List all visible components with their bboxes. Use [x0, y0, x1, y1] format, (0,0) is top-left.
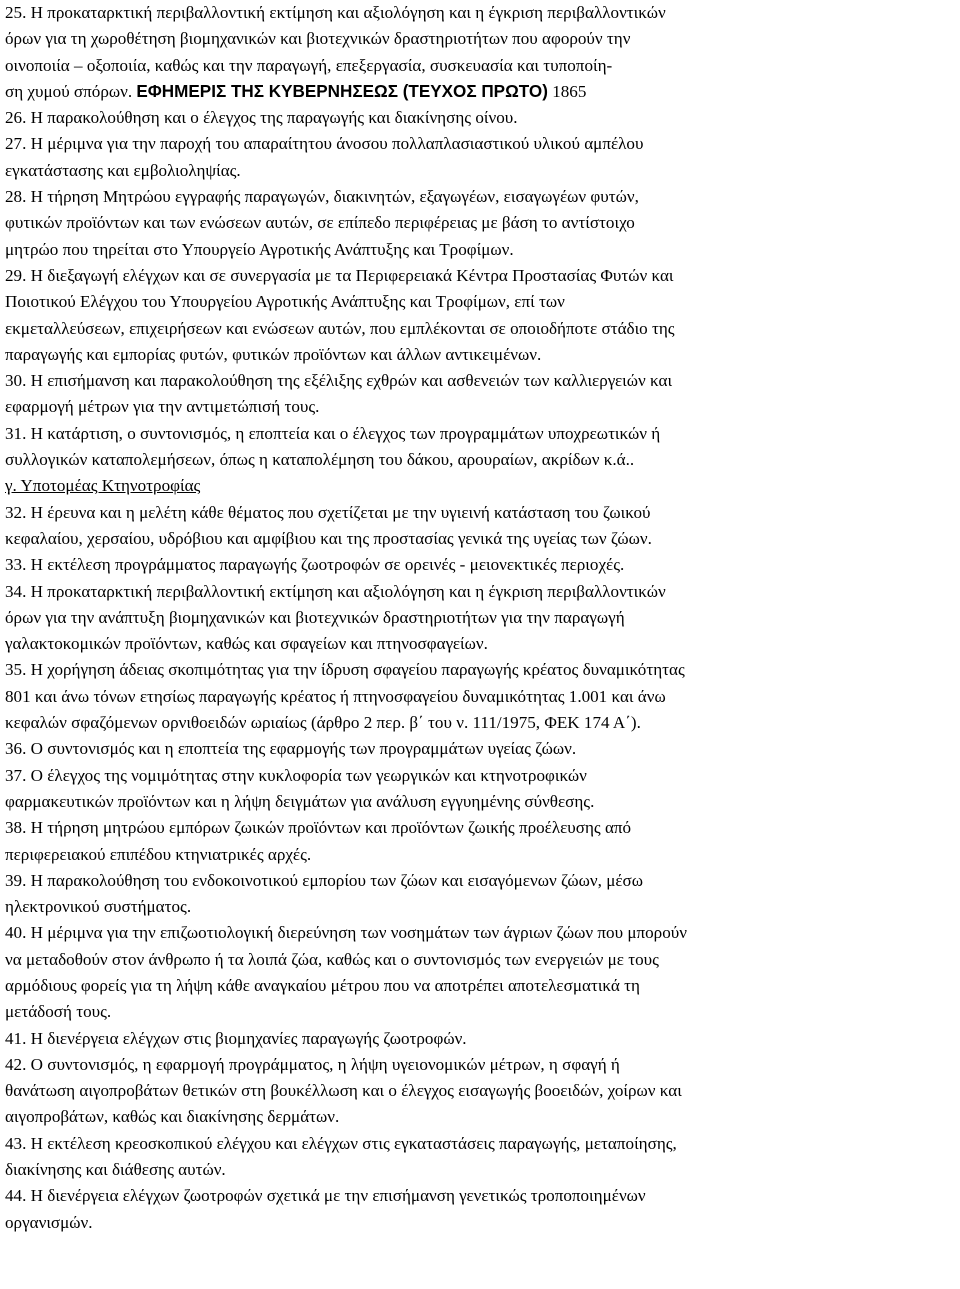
item-31 — [5, 421, 955, 474]
text-line: αρμόδιους φορείς για τη λήψη κάθε αναγκαίου μέτρου που να αποτρέπει αποτελεσματικά τη — [5, 975, 640, 995]
text-fragment: ση χυμού σπόρων. — [5, 81, 137, 101]
text-line: φαρμακευτικών προϊόντων και η λήψη δειγμάτων για ανάλυση εγγυημένης σύνθεσης. — [5, 791, 595, 811]
text-line: 31. Η κατάρτιση, ο συντονισμός, η εποπτεία και ο έλεγχος των προγραμμάτων υποχρεωτικών ή — [5, 423, 661, 443]
item-42 — [5, 1052, 955, 1131]
item-37 — [5, 763, 955, 816]
text-line: 38. Η τήρηση μητρώου εμπόρων ζωικών προϊόντων και προϊόντων ζωικής προέλευσης από — [5, 818, 632, 838]
text-line: γαλακτοκομικών προϊόντων, καθώς και σφαγείων και πτηνοσφαγείων. — [5, 634, 488, 654]
item-32 — [5, 500, 955, 553]
item-43 — [5, 1131, 955, 1184]
text-line: 25. Η προκαταρκτική περιβαλλοντική εκτίμηση και αξιολόγηση και η έγκριση περιβαλλοντικών — [5, 3, 666, 22]
text-line: 32. Η έρευνα και η μελέτη κάθε θέματος που σχετίζεται με την υγιεινή κατάσταση του ζωικού — [5, 502, 651, 522]
text-line: 44. Η διενέργεια ελέγχων ζωοτροφών σχετικά με την επισήμανση γενετικώς τροποποιημένων — [5, 1186, 646, 1206]
text-line: θανάτωση αιγοπροβάτων θετικών στη βουκέλλωση και ο έλεγχος εισαγωγής βοοειδών, χοίρων και — [5, 1081, 682, 1101]
item-41 — [5, 1026, 955, 1052]
text-line: αιγοπροβάτων, καθώς και διακίνησης δερμάτων. — [5, 1107, 340, 1127]
section-heading — [5, 473, 955, 499]
item-39 — [5, 868, 955, 921]
section-heading-text: γ. Υποτομέας Κτηνοτροφίας — [5, 476, 201, 496]
item-28 — [5, 184, 955, 263]
text-line: οινοποιία – οξοποιία, καθώς και την παραγωγή, επεξεργασία, συσκευασία και τυποποίη- — [5, 55, 613, 75]
item-29 — [5, 263, 955, 368]
item-30 — [5, 368, 955, 421]
text-line: 29. Η διεξαγωγή ελέγχων και σε συνεργασία με τα Περιφερειακά Κέντρα Προστασίας Φυτών και — [5, 265, 674, 285]
text-line: μετάδοσή τους. — [5, 1002, 112, 1022]
item-38 — [5, 815, 955, 868]
text-line: συλλογικών καταπολεμήσεων, όπως η καταπολέμηση του δάκου, αρουραίων, ακρίδων κ.ά.. — [5, 450, 635, 470]
item-40 — [5, 920, 955, 1025]
text-line: Ποιοτικού Ελέγχου του Υπουργείου Αγροτικής Ανάπτυξης και Τροφίμων, επί των — [5, 292, 565, 312]
text-line: 36. Ο συντονισμός και η εποπτεία της εφαρμογής των προγραμμάτων υγείας ζώων. — [5, 739, 577, 759]
document-page — [5, 0, 955, 1236]
item-25 — [5, 0, 955, 105]
text-line: 40. Η μέριμνα για την επιζωοτιολογική διερεύνηση των νοσημάτων των άγριων ζώων που μπορούν — [5, 923, 687, 943]
text-line: 26. Η παρακολούθηση και ο έλεγχος της παραγωγής και διακίνησης οίνου. — [5, 108, 518, 128]
text-line: κεφαλών σφαζόμενων ορνιθοειδών ωριαίως (άρθρο 2 περ. β΄ του ν. 111/1975, ΦΕΚ 174 Α΄). — [5, 713, 641, 733]
text-line: 41. Η διενέργεια ελέγχων στις βιομηχανίες παραγωγής ζωοτροφών. — [5, 1028, 467, 1048]
text-line: όρων για τη χωροθέτηση βιομηχανικών και βιοτεχνικών δραστηριοτήτων που αφορούν την — [5, 29, 631, 49]
text-line: κεφαλαίου, χερσαίου, υδρόβιου και αμφίβιου και της προστασίας γενικά της υγείας των ζώων. — [5, 528, 652, 548]
item-33 — [5, 552, 955, 578]
text-line: εφαρμογή μέτρων για την αντιμετώπισή τους. — [5, 397, 320, 417]
gazette-running-header: ΕΦΗΜΕΡΙΣ ΤΗΣ ΚΥΒΕΡΝΗΣΕΩΣ (ΤΕΥΧΟΣ ΠΡΩΤΟ) — [136, 81, 548, 101]
text-line: 33. Η εκτέλεση προγράμματος παραγωγής ζωοτροφών σε ορεινές - μειονεκτικές περιοχές. — [5, 555, 625, 575]
text-line: φυτικών προϊόντων και των ενώσεων αυτών, σε επίπεδο περιφέρειας με βάση το αντίστοιχο — [5, 213, 635, 233]
text-line: διακίνησης και διάθεσης αυτών. — [5, 1160, 226, 1180]
text-line: 37. Ο έλεγχος της νομιμότητας στην κυκλοφορία των γεωργικών και κτηνοτροφικών — [5, 765, 587, 785]
text-line: όρων για την ανάπτυξη βιομηχανικών και βιοτεχνικών δραστηριοτήτων για την παραγωγή — [5, 607, 625, 627]
item-26 — [5, 105, 955, 131]
item-34 — [5, 579, 955, 658]
text-line: ηλεκτρονικού συστήματος. — [5, 897, 192, 917]
text-line: 39. Η παρακολούθηση του ενδοκοινοτικού εμπορίου των ζώων και εισαγόμενων ζώων, μέσω — [5, 870, 644, 890]
text-line: να μεταδοθούν στον άνθρωπο ή τα λοιπά ζώα, καθώς και ο συντονισμός των ενεργειών με τους — [5, 949, 659, 969]
text-line: περιφερειακού επιπέδου κτηνιατρικές αρχές. — [5, 844, 312, 864]
text-line: 27. Η μέριμνα για την παροχή του απαραίτητου άνοσου πολλαπλασιαστικού υλικού αμπέλου — [5, 134, 644, 154]
text-line-with-header — [5, 79, 955, 105]
item-35 — [5, 657, 955, 736]
text-line: 34. Η προκαταρκτική περιβαλλοντική εκτίμηση και αξιολόγηση και η έγκριση περιβαλλοντικών — [5, 581, 666, 601]
text-line: 30. Η επισήμανση και παρακολούθηση της εξέλιξης εχθρών και ασθενειών των καλλιεργειών και — [5, 371, 673, 391]
item-27 — [5, 131, 955, 184]
text-line: εκμεταλλεύσεων, επιχειρήσεων και ενώσεων αυτών, που εμπλέκονται σε οποιοδήποτε στάδιο της — [5, 318, 675, 338]
text-line: οργανισμών. — [5, 1212, 93, 1232]
text-line: 801 και άνω τόνων ετησίως παραγωγής κρέατος ή πτηνοσφαγείου δυναμικότητας 1.001 και άνω — [5, 686, 666, 706]
text-line: 42. Ο συντονισμός, η εφαρμογή προγράμματος, η λήψη υγειονομικών μέτρων, η σφαγή ή — [5, 1054, 620, 1074]
item-36 — [5, 736, 955, 762]
text-line: 43. Η εκτέλεση κρεοσκοπικού ελέγχου και ελέγχων στις εγκαταστάσεις παραγωγής, μεταποίησης, — [5, 1133, 677, 1153]
text-line: 35. Η χορήγηση άδειας σκοπιμότητας για την ίδρυση σφαγείου παραγωγής κρέατος δυναμικότητας — [5, 660, 685, 680]
item-44 — [5, 1183, 955, 1236]
text-line: 28. Η τήρηση Μητρώου εγγραφής παραγωγών, διακινητών, εξαγωγέων, εισαγωγέων φυτών, — [5, 187, 639, 207]
text-line: παραγωγής και εμπορίας φυτών, φυτικών προϊόντων και άλλων αντικειμένων. — [5, 344, 542, 364]
text-line: μητρώο που τηρείται στο Υπουργείο Αγροτικής Ανάπτυξης και Τροφίμων. — [5, 239, 514, 259]
page-number: 1865 — [547, 81, 587, 101]
text-line: εγκατάστασης και εμβολιοληψίας. — [5, 160, 241, 180]
